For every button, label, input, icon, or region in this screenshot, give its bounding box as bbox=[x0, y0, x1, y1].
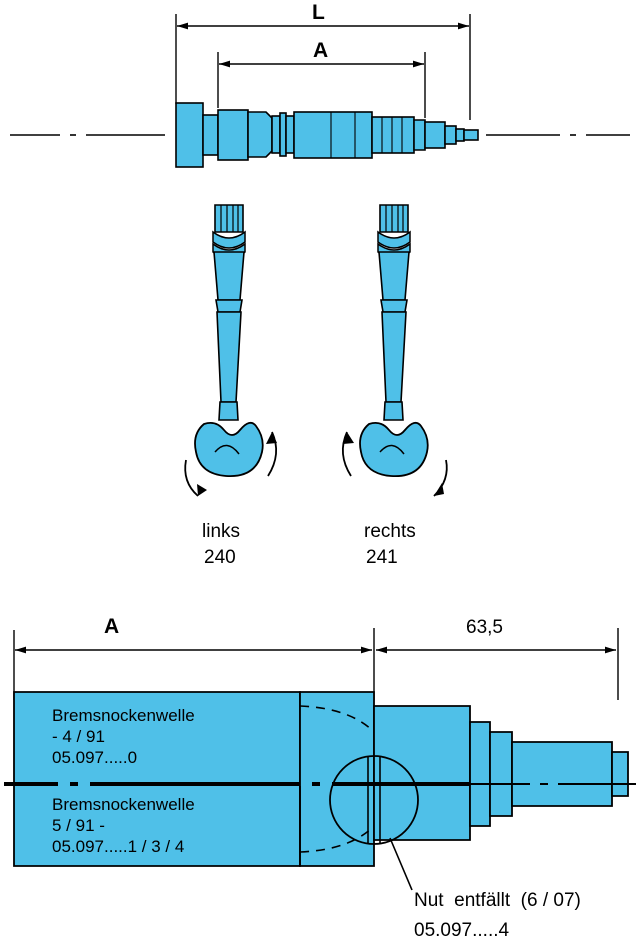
callout-note-code: 05.097.....4 bbox=[414, 920, 510, 941]
shaft-rechts-number: 241 bbox=[366, 547, 398, 568]
top-dimension-lines bbox=[176, 14, 470, 120]
dimension-label-A-bottom: A bbox=[104, 615, 120, 638]
variant-upper-range: - 4 / 91 bbox=[52, 727, 105, 746]
variant-lower-name: Bremsnockenwelle bbox=[52, 795, 195, 814]
shaft-links-number: 240 bbox=[204, 547, 236, 568]
top-view-shaft bbox=[10, 103, 630, 167]
dimension-label-L: L bbox=[312, 1, 325, 24]
dimension-label-635: 63,5 bbox=[466, 617, 503, 638]
variant-lower-range: 5 / 91 - bbox=[52, 816, 105, 835]
callout-note-text: Nut entfällt (6 / 07) bbox=[414, 890, 581, 911]
shaft-rechts-caption: rechts bbox=[364, 521, 416, 542]
variant-upper-name: Bremsnockenwelle bbox=[52, 706, 195, 725]
shaft-rechts bbox=[343, 205, 447, 496]
shaft-links bbox=[185, 205, 277, 496]
dimension-label-A-top: A bbox=[313, 39, 329, 62]
variant-lower-code: 05.097.....1 / 3 / 4 bbox=[52, 837, 185, 856]
variant-upper-code: 05.097.....0 bbox=[52, 748, 138, 767]
shaft-links-caption: links bbox=[202, 521, 241, 542]
